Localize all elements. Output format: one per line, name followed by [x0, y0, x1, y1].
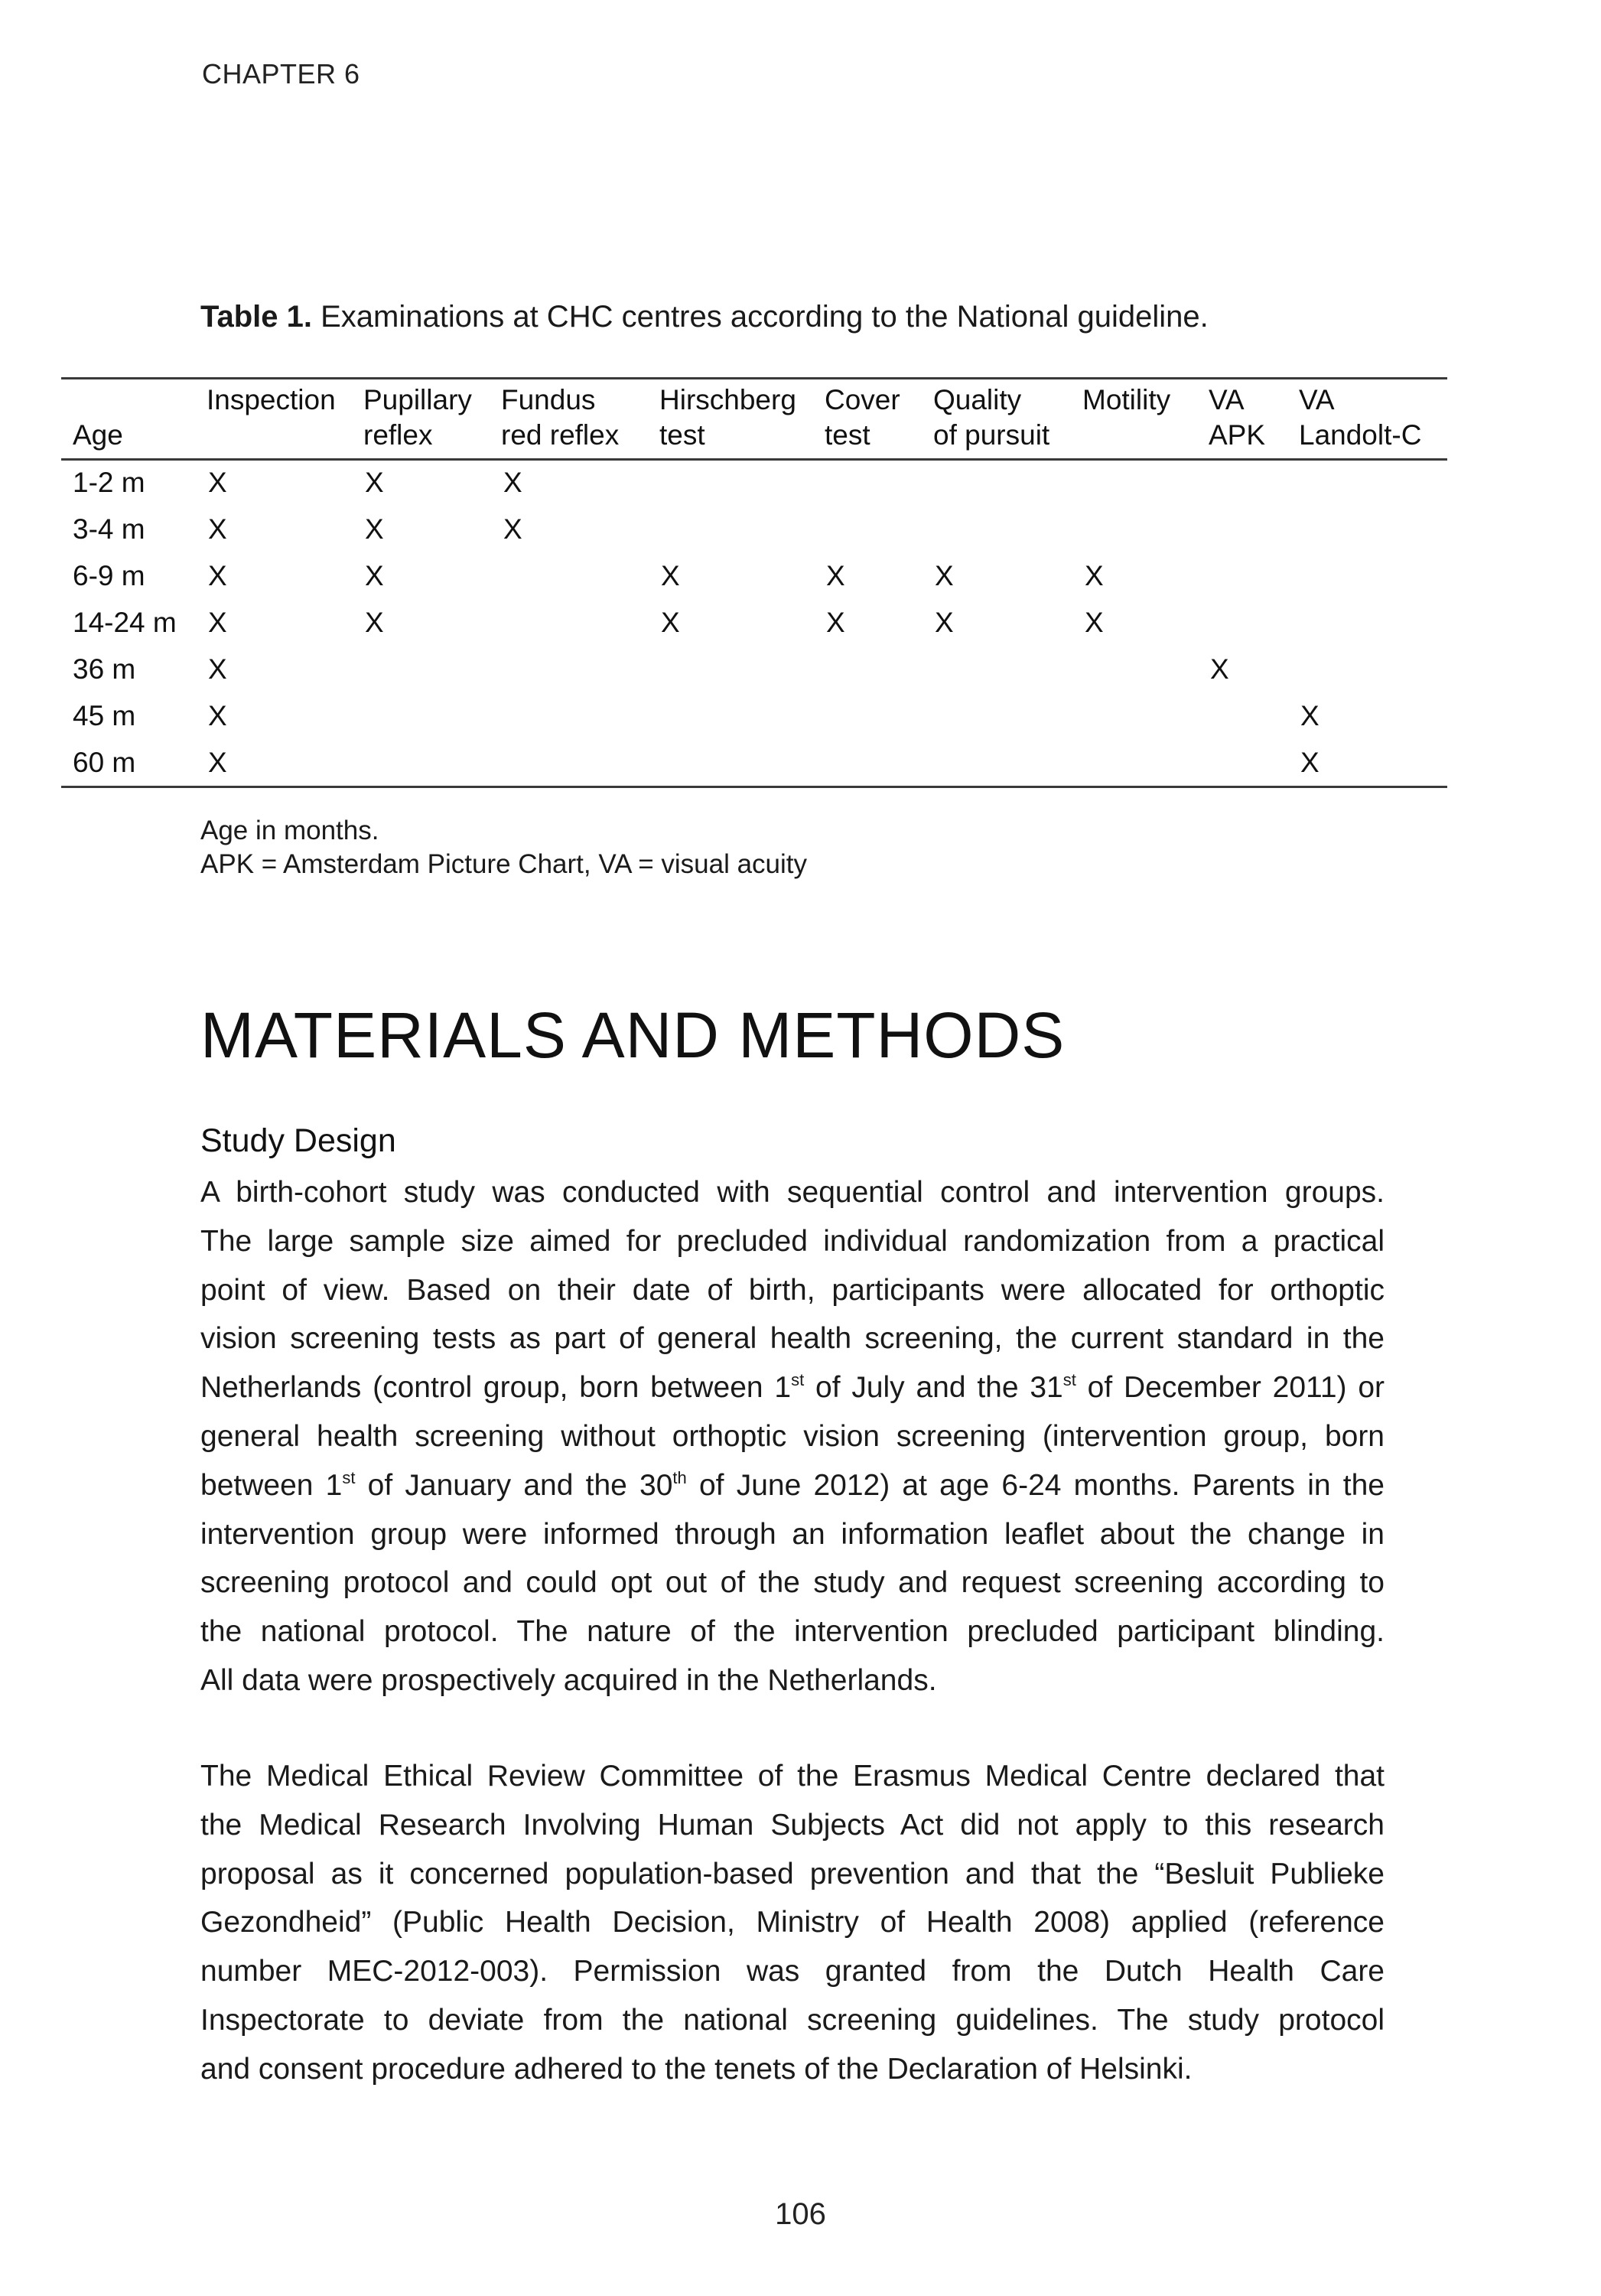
- text-line: [200, 1266, 1385, 1315]
- text-line: [200, 1947, 1385, 1996]
- table-caption-text: Examinations at CHC centres according to the National guideline.: [311, 300, 1209, 334]
- cell-quality: X: [935, 560, 954, 591]
- text-line: [200, 1314, 1385, 1363]
- text-run: the national protocol. The nature of the intervention precluded participant blinding.: [200, 1615, 1385, 1649]
- cell-inspection: X: [208, 607, 227, 638]
- text-line: [200, 1461, 1385, 1510]
- cell-va-landolt: X: [1300, 747, 1320, 778]
- cell-age: 3-4 m: [73, 513, 145, 545]
- col-header-cover: Cover test: [825, 384, 900, 451]
- cell-age: 14-24 m: [73, 607, 177, 638]
- cell-pupillary: X: [365, 607, 384, 638]
- cell-hirschberg: X: [661, 560, 680, 591]
- page-number: 106: [775, 2197, 826, 2231]
- cell-age: 45 m: [73, 700, 136, 731]
- col-header-fundus: Fundus red reflex: [501, 384, 620, 451]
- cell-va-apk: X: [1210, 653, 1229, 685]
- text-run: A birth-cohort study was conducted with sequential control and intervention groups.: [200, 1176, 1385, 1209]
- text-line: [200, 1510, 1385, 1559]
- col-header-hirschberg: Hirschberg test: [659, 384, 796, 451]
- subsection-heading: Study Design: [200, 1122, 396, 1159]
- text-run: Gezondheid” (Public Health Decision, Ministry of Health 2008) applied (reference: [200, 1906, 1385, 1939]
- text-run: the Medical Research Involving Human Subjects Act did not apply to this research: [200, 1808, 1385, 1842]
- cell-inspection: X: [208, 513, 227, 545]
- paragraph-ethics: [200, 1752, 1385, 2094]
- cell-cover: X: [826, 607, 845, 638]
- table-footnote-abbreviations: APK = Amsterdam Picture Chart, VA = visual acuity: [200, 849, 808, 879]
- cell-motility: X: [1085, 560, 1104, 591]
- cell-inspection: X: [208, 653, 227, 685]
- table-header-rule: [61, 458, 1447, 461]
- cell-motility: X: [1085, 607, 1104, 638]
- text-run: between 1: [200, 1468, 343, 1502]
- col-header-va-landolt: VA Landolt-C: [1299, 384, 1422, 451]
- table-footnote-age: Age in months.: [200, 816, 379, 845]
- ordinal-suffix: st: [791, 1370, 805, 1390]
- text-line: [200, 1558, 1385, 1607]
- text-run: general health screening without orthoptic vision screening (intervention group, born: [200, 1419, 1385, 1453]
- text-run: point of view. Based on their date of birth, participants were allocated for orthoptic: [200, 1273, 1385, 1307]
- text-run: Inspectorate to deviate from the national screening guidelines. The study protocol: [200, 2003, 1385, 2037]
- examinations-table: [0, 0, 1601, 803]
- table-top-rule: [61, 377, 1447, 379]
- text-run: of January and the 30: [355, 1468, 673, 1502]
- text-run: vision screening tests as part of general health screening, the current standard in the: [200, 1322, 1385, 1356]
- text-run: Netherlands (control group, born between 1: [200, 1371, 792, 1405]
- text-run: number MEC-2012-003). Permission was granted from the Dutch Health Care: [200, 1955, 1385, 1988]
- text-run: of July and the 31: [804, 1371, 1063, 1405]
- text-run: The large sample size aimed for precluded individual randomization from a practical: [200, 1224, 1385, 1258]
- text-line: [200, 1363, 1385, 1412]
- text-line: [200, 1898, 1385, 1947]
- text-run: intervention group were informed through an information leaflet about the change in: [200, 1517, 1385, 1551]
- text-line: [200, 2045, 1385, 2094]
- col-header-motility: Motility: [1082, 384, 1171, 415]
- table-caption-label: Table 1.: [200, 300, 312, 334]
- cell-inspection: X: [208, 700, 227, 731]
- text-line: [200, 1412, 1385, 1461]
- ordinal-suffix: th: [672, 1467, 687, 1487]
- table-bottom-rule: [61, 786, 1447, 788]
- col-header-va-apk: VA APK: [1209, 384, 1266, 451]
- col-header-inspection: Inspection: [207, 384, 336, 415]
- text-line: [200, 1217, 1385, 1266]
- col-header-quality: Quality of pursuit: [933, 384, 1050, 451]
- cell-pupillary: X: [365, 467, 384, 498]
- cell-pupillary: X: [365, 513, 384, 545]
- cell-age: 36 m: [73, 653, 136, 685]
- cell-inspection: X: [208, 747, 227, 778]
- text-run: The Medical Ethical Review Committee of the Erasmus Medical Centre declared that: [200, 1760, 1385, 1793]
- ordinal-suffix: st: [1062, 1370, 1076, 1390]
- text-run: of June 2012) at age 6-24 months. Parents in the: [686, 1468, 1385, 1502]
- cell-age: 60 m: [73, 747, 136, 778]
- cell-fundus: X: [503, 513, 522, 545]
- col-header-age: Age: [73, 419, 123, 451]
- cell-age: 6-9 m: [73, 560, 145, 591]
- text-run: screening protocol and could opt out of the study and request screening according to: [200, 1566, 1385, 1600]
- text-line: [200, 1168, 1385, 1217]
- text-line: [200, 1996, 1385, 2045]
- section-heading: MATERIALS AND METHODS: [200, 999, 1066, 1071]
- cell-inspection: X: [208, 560, 227, 591]
- running-head: CHAPTER 6: [202, 58, 360, 90]
- table-caption: [200, 300, 1209, 334]
- cell-fundus: X: [503, 467, 522, 498]
- paragraph-study-design: [200, 1168, 1385, 1705]
- text-line: [200, 1607, 1385, 1656]
- text-line: [200, 1752, 1385, 1801]
- text-run: proposal as it concerned population-based prevention and that the “Besluit Publieke: [200, 1857, 1385, 1891]
- col-header-pupillary: Pupillary reflex: [363, 384, 472, 451]
- text-line: [200, 1801, 1385, 1850]
- cell-age: 1-2 m: [73, 467, 145, 498]
- text-run: of December 2011) or: [1075, 1371, 1385, 1405]
- text-run: All data were prospectively acquired in the Netherlands.: [200, 1663, 937, 1697]
- cell-pupillary: X: [365, 560, 384, 591]
- cell-inspection: X: [208, 467, 227, 498]
- cell-quality: X: [935, 607, 954, 638]
- ordinal-suffix: st: [342, 1467, 356, 1487]
- cell-cover: X: [826, 560, 845, 591]
- text-run: and consent procedure adhered to the tenets of the Declaration of Helsinki.: [200, 2052, 1193, 2086]
- cell-hirschberg: X: [661, 607, 680, 638]
- text-line: [200, 1850, 1385, 1899]
- text-line: [200, 1656, 1385, 1705]
- cell-va-landolt: X: [1300, 700, 1320, 731]
